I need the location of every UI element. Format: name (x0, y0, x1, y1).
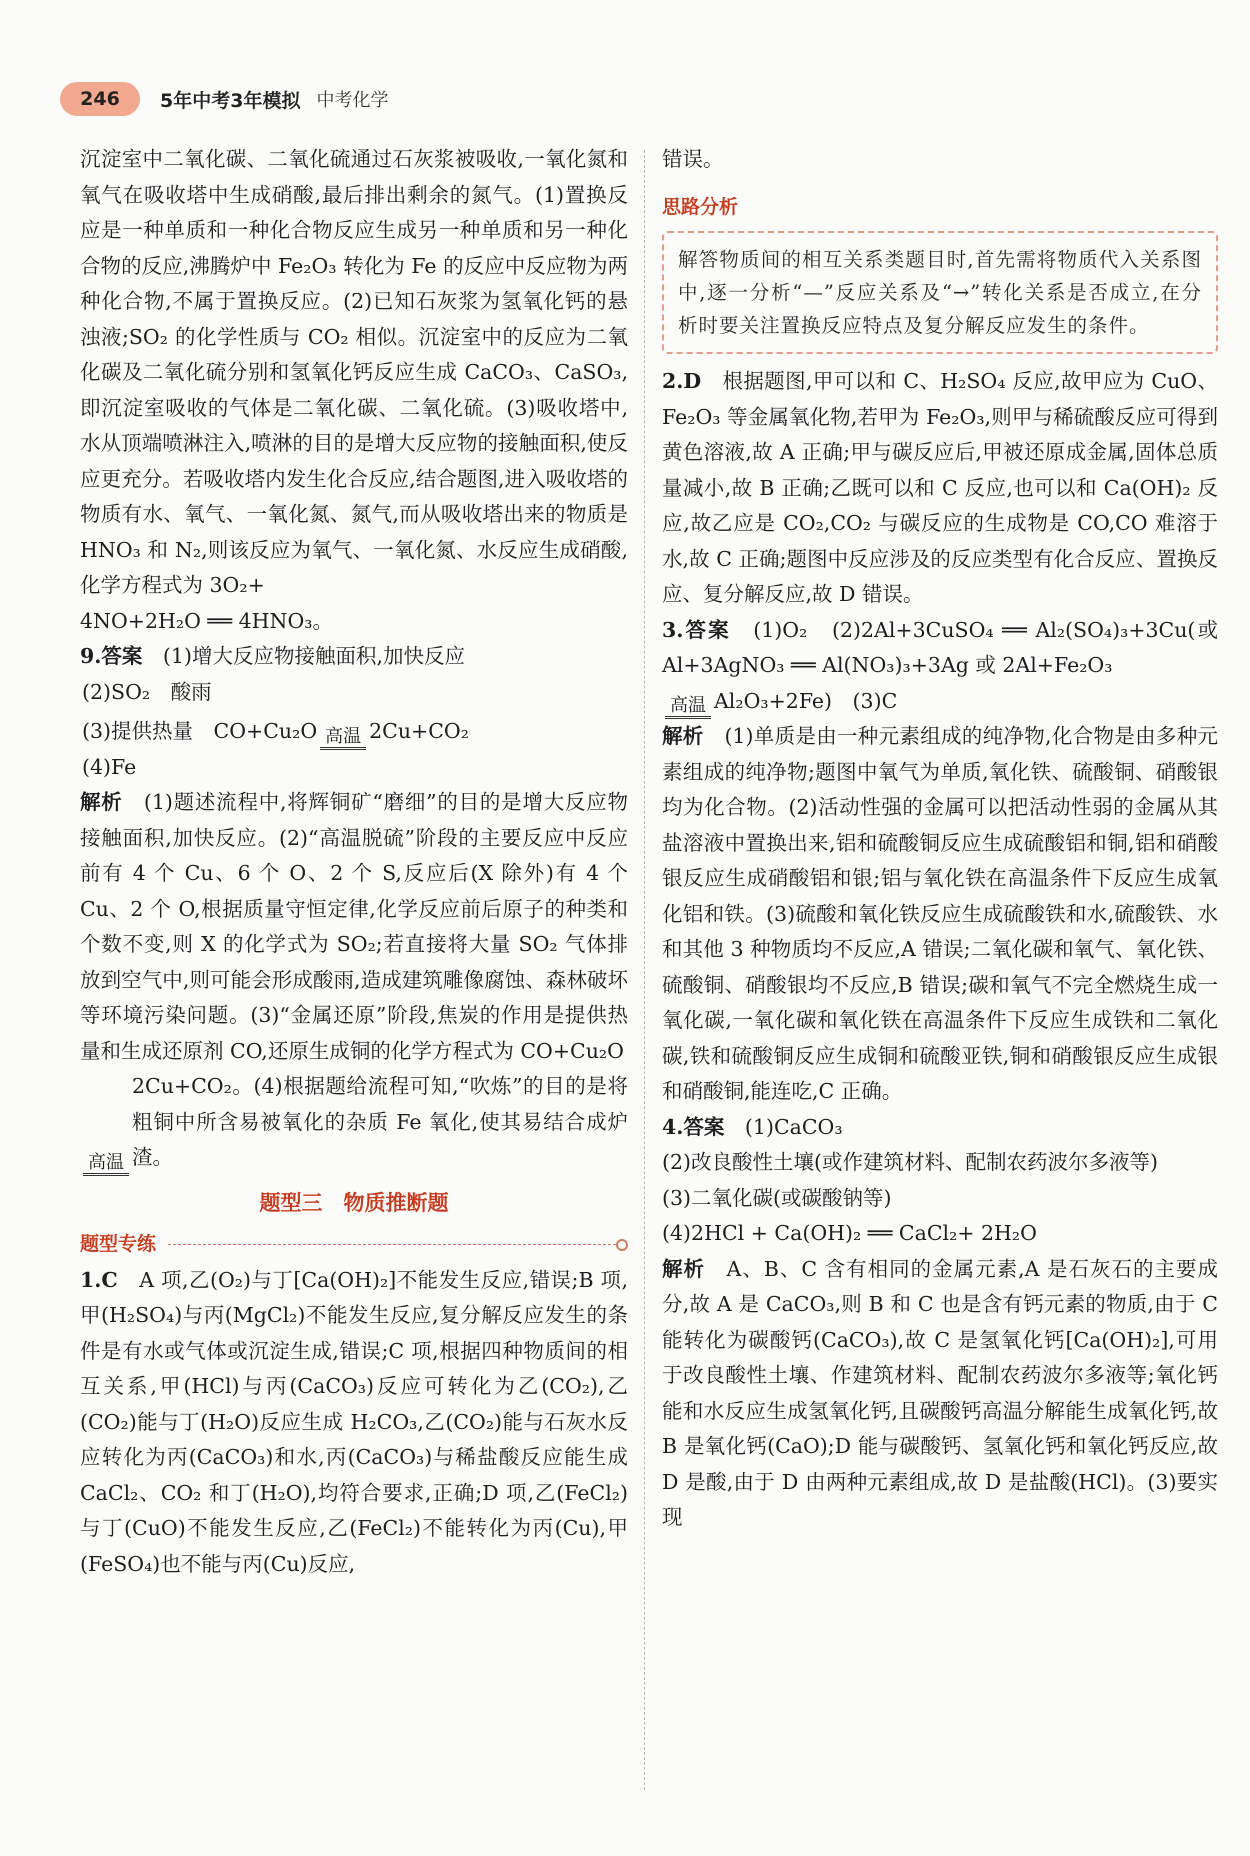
q3-analysis (662, 719, 1218, 1110)
page-header (60, 78, 388, 120)
condition-text: 高温 (88, 1151, 124, 1173)
q9-number: 9. (80, 644, 102, 668)
q3-answer-cont (662, 684, 1218, 720)
q9-answer-line (80, 639, 628, 675)
q2-text: 根据题图,甲可以和 C、H₂SO₄ 反应,故甲应为 CuO、Fe₂O₃ 等金属氧化物,若甲为 Fe₂O₃,则甲与稀硫酸反应可得到黄色溶液,故 A 正确;甲与碳反应后,甲被还原成金属,固体总质量减小,故 B 正确;乙既可以和 C 反应,也可以和 Ca(OH)₂ 反应,故乙应是 CO₂,CO₂ 与碳反应的生成物是 CO,CO 难溶于水,故 C 正确;题图中反应涉及的反应类型有化合反应、置换反应、复分解反应,故 D 错误。 (662, 369, 1218, 606)
reaction-condition (83, 1153, 129, 1176)
q9-analysis (80, 785, 628, 1069)
reaction-condition (320, 727, 366, 750)
analysis-text: 解答物质间的相互关系类题目时,首先需将物质代入关系图中,逐一分析“—”反应关系及“→”转化关系是否成立,在分析时要关注置换反应特点及复分解反应发生的条件。 (678, 248, 1202, 337)
q3-analysis-text: (1)单质是由一种元素组成的纯净物,化合物是由多种元素组成的纯净物;题图中氧气为单质,氧化铁、硫酸铜、硝酸银均为化合物。(2)活动性强的金属可以把活动性弱的金属从其盐溶液中置换出来,铝和硫酸铜反应生成硫酸铝和铜,铝和硝酸银反应生成硝酸铝和银;铝与氧化铁在高温条件下反应生成氧化铝和铁。(3)硫酸和氧化铁反应生成硫酸铁和水,硫酸铁、水和其他 3 种物质均不反应,A 错误;二氧化碳和氧气、氧化铁、硫酸铜、硝酸银均不反应,B 错误;碳和氧气不完全燃烧生成一氧化碳,一氧化碳和氧化铁在高温条件下反应生成铁和二氧化碳,铁和硫酸铜反应生成铜和硫酸亚铁,铜和硝酸银反应生成银和硝酸铜,能连吃,C 正确。 (662, 724, 1219, 1103)
q9-answer-2: (2)SO₂ 酸雨 (82, 679, 212, 704)
q4-answer-1: (1)CaCO₃ (744, 1114, 843, 1139)
q1-number: 1.C (80, 1267, 118, 1292)
q4-answer-4: (4)2HCl + Ca(OH)₂ ══ CaCl₂+ 2H₂O (662, 1221, 1037, 1245)
q1-block (80, 1263, 628, 1583)
left-column (80, 142, 628, 1582)
analysis-heading: 思路分析 (662, 195, 739, 218)
q3-number: 3. (662, 617, 684, 642)
subhead-rule (168, 1244, 616, 1245)
q9-answer-label: 答案 (101, 644, 143, 668)
q3-answer (662, 613, 1218, 684)
reaction-condition (665, 696, 711, 719)
q9-answer-3-pre: (3)提供热量 CO+Cu₂O (82, 719, 318, 743)
equals-bar (83, 1173, 129, 1176)
book-title: 5年中考3年模拟 (160, 89, 301, 112)
q4-number: 4. (662, 1114, 684, 1139)
q3-answer-label: 答案 (683, 617, 731, 642)
subject-label: 中考化学 (316, 90, 389, 111)
analysis-box (662, 231, 1218, 354)
q4-answer-label: 答案 (683, 1114, 725, 1139)
q4-analysis (662, 1252, 1218, 1536)
q9-analysis-cont (80, 1069, 628, 1176)
q3-analysis-label: 解析 (662, 724, 704, 748)
q3-answer-1: (1)O₂ (2)2Al+3CuSO₄ ══ Al₂(SO₄)₃+3Cu(或 Al+3AgNO₃ ══ Al(NO₃)₃+3Ag 或 2Al+Fe₂O₃ (662, 617, 1219, 677)
equation-line: 4NO+2H₂O ══ 4HNO₃。 (80, 608, 334, 633)
q4-analysis-text: A、B、C 含有相同的金属元素,A 是石灰石的主要成分,故 A 是 CaCO₃,则 B 和 C 也是含有钙元素的物质,由于 C 能转化为碳酸钙(CaCO₃),故 C 是氢氧化钙[Ca(OH)₂],可用于改良酸性土壤、作建筑材料、配制农药波尔多液等;氧化钙能和水反应生成氢氧化钙,且碳酸钙高温分解能生成氧化钙,故 B 是氧化钙(CaO);D 能与碳酸钙、氢氧化钙和氧化钙反应,故 D 是酸,由于 D 由两种元素组成,故 D 是盐酸(HCl)。(3)要实现 (662, 1256, 1219, 1529)
q9-analysis-text-2: 2Cu+CO₂。(4)根据题给流程可知,“吹炼”的目的是将粗铜中所含易被氧化的杂质 Fe 氧化,使其易结合成炉渣。 (132, 1074, 628, 1169)
q2-number: 2.D (662, 369, 702, 393)
carryover-text: 错误。 (662, 147, 724, 171)
condition-text: 高温 (670, 695, 706, 717)
q9-answer-4: (4)Fe (82, 754, 137, 779)
condition-text: 高温 (325, 725, 362, 747)
q4-analysis-label: 解析 (662, 1256, 706, 1281)
q9-analysis-label: 解析 (80, 790, 123, 814)
q9-answer-1: (1)增大反应物接触面积,加快反应 (162, 644, 465, 668)
practice-subhead (80, 1227, 628, 1263)
q9-analysis-text-1: (1)题述流程中,将辉铜矿“磨细”的目的是增大反应物接触面积,加快反应。(2)“高温脱硫”阶段的主要反应中反应前有 4 个 Cu、6 个 O、2 个 S,反应后(X 除外)有 4 个 Cu、2 个 O,根据质量守恒定律,化学反应前后原子的种类和个数不变,则 X 的化学式为 SO₂;若直接将大量 SO₂ 气体排放到空气中,则可能会形成酸雨,造成建筑雕像腐蚀、森林破坏等环境污染问题。(3)“金属还原”阶段,焦炭的作用是提供热量和生成还原剂 CO,还原生成铜的化学方程式为 CO+Cu₂O (80, 790, 629, 1063)
q9-answer-3-post: 2Cu+CO₂ (369, 719, 469, 743)
subhead-label: 题型专练 (80, 1233, 157, 1255)
q3-answer-2: Al₂O₃+2Fe) (3)C (714, 688, 898, 713)
q4-answer-2: (2)改良酸性土壤(或作建筑材料、配制农药波尔多液等) (662, 1150, 1159, 1174)
q2-block (662, 364, 1218, 613)
page-number: 246 (60, 82, 140, 116)
equals-bar (320, 747, 366, 750)
right-column (662, 142, 1218, 1536)
subhead-dot-icon (616, 1239, 628, 1251)
q4-answer-3: (3)二氧化碳(或碳酸钠等) (662, 1185, 892, 1210)
continued-explanation: 沉淀室中二氧化碳、二氧化硫通过石灰浆被吸收,一氧化氮和氧气在吸收塔中生成硝酸,最后排出剩余的氮气。(1)置换反应是一种单质和一种化合物反应生成另一种单质和另一种化合物的反应,沸腾炉中 Fe₂O₃ 转化为 Fe 的反应中反应物为两种化合物,不属于置换反应。(2)已知石灰浆为氢氧化钙的悬浊液;SO₂ 的化学性质与 CO₂ 相似。沉淀室中的反应为二氧化碳及二氧化硫分别和氢氧化钙反应生成 CaCO₃、CaSO₃,即沉淀室吸收的气体是二氧化碳、二氧化硫。(3)吸收塔中,水从顶端喷淋注入,喷淋的目的是增大反应物的接触面积,使反应更充分。若吸收塔内发生化合反应,结合题图,进入吸收塔的物质有水、氧气、一氧化氮、氮气,而从吸收塔出来的物质是 HNO₃ 和 N₂,则该反应为氧气、一氧化氮、水反应生成硝酸,化学方程式为 3O₂+ (80, 147, 628, 597)
column-divider (644, 150, 645, 1790)
q4-answer (662, 1110, 1218, 1146)
section-title: 题型三 物质推断题 (259, 1190, 449, 1215)
q9-answer-3 (80, 714, 628, 750)
q1-text: A 项,乙(O₂)与丁[Ca(OH)₂]不能发生反应,错误;B 项,甲(H₂SO₄)与丙(MgCl₂)不能发生反应,复分解反应发生的条件是有水或气体或沉淀生成,错误;C 项,根据四种物质间的相互关系,甲(HCl)与丙(CaCO₃)反应可转化为乙(CO₂),乙(CO₂)能与丁(H₂O)反应生成 H₂CO₃,乙(CO₂)能与石灰水反应转化为丙(CaCO₃)和水,丙(CaCO₃)与稀盐酸反应能生成 CaCl₂、CO₂ 和丁(H₂O),均符合要求,正确;D 项,乙(FeCl₂)与丁(CuO)不能发生反应,乙(FeCl₂)不能转化为丙(Cu),甲(FeSO₄)也不能与丙(Cu)反应, (80, 1267, 628, 1576)
